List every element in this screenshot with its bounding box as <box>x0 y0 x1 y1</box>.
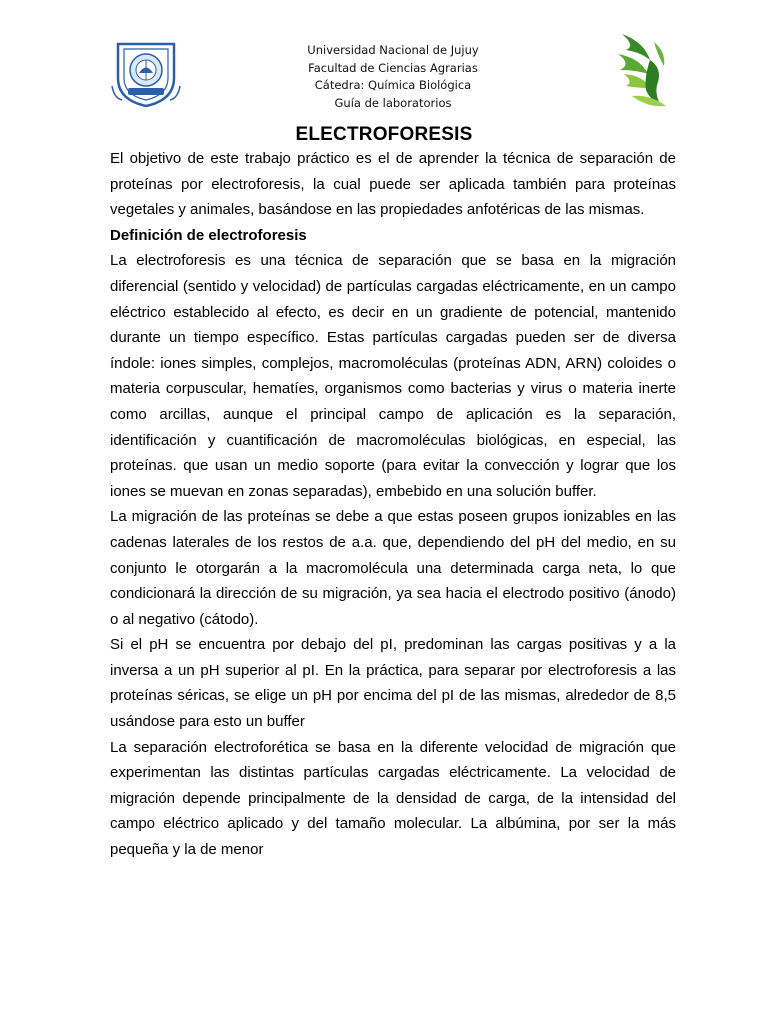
ph-paragraph: Si el pH se encuentra por debajo del pI, predominan las cargas positivas y a la inversa a un pH superior al pI. En la práctica, para separar por electroforesis a las proteínas séricas, se elige un pH por encima del pI de las mismas, alrededor de 8,5 usándose para esto un buffer <box>110 636 676 731</box>
separation-paragraph: La separación electroforética se basa en la diferente velocidad de migración que experimentan las distintas partículas cargadas eléctricamente. La velocidad de migración depende principalmente de la densidad de carga, de la intensidad del campo eléctrico aplicado y del tamaño molecular. La albúmina, por ser la más pequeña y la de menor <box>110 738 676 859</box>
document-body <box>110 146 676 863</box>
definition-paragraph: La electroforesis es una técnica de separación que se basa en la migración diferencial (sentido y velocidad) de partículas cargadas eléctricamente, en un campo eléctrico establecido al efecto, es decir en un gradiente de potencial, mantenido durante un tiempo específico. Estas partículas cargadas pueden ser de diversa índole: iones simples, complejos, macromoléculas (proteínas ADN, ARN) coloides o materia corpuscular, hematíes, organismos como bacterias y virus o materia inerte como arcillas, aunque el principal campo de aplicación es la separación, identificación y cuantificación de macromoléculas biológicas, en especial, las proteínas. que usan un medio soporte (para evitar la convección y lograr que los iones se muevan en zonas separadas), embebido en una solución buffer. <box>110 252 676 500</box>
document-title: ELECTROFORESIS <box>295 124 473 145</box>
section-heading: Definición de electroforesis <box>110 226 307 244</box>
guide-name: Guía de laboratorios <box>334 95 452 110</box>
course-name: Cátedra: Química Biológica <box>314 78 472 92</box>
migration-paragraph: La migración de las proteínas se debe a que estas poseen grupos ionizables en las cadenas laterales de los restos de a.a. que, dependiendo del pH del medio, en su conjunto le otorgarán a la macromolécula una determinada carga neta, lo que condicionará la dirección de su migración, ya sea hacia el electrodo positivo (ánodo) o al negativo (cátodo). <box>110 508 676 628</box>
university-seal-icon <box>108 38 184 108</box>
faculty-name: Facultad de Ciencias Agrarias <box>308 60 478 75</box>
institution-header <box>234 42 552 112</box>
leaf-profile-logo-icon <box>610 30 676 112</box>
page-header <box>0 38 768 118</box>
university-name: Universidad Nacional de Jujuy <box>307 43 479 57</box>
intro-paragraph: El objetivo de este trabajo práctico es el de aprender la técnica de separación de proteínas por electroforesis, la cual puede ser aplicada también para proteínas vegetales y animales, basándose en las propiedades anfotéricas de las mismas. <box>110 150 676 219</box>
